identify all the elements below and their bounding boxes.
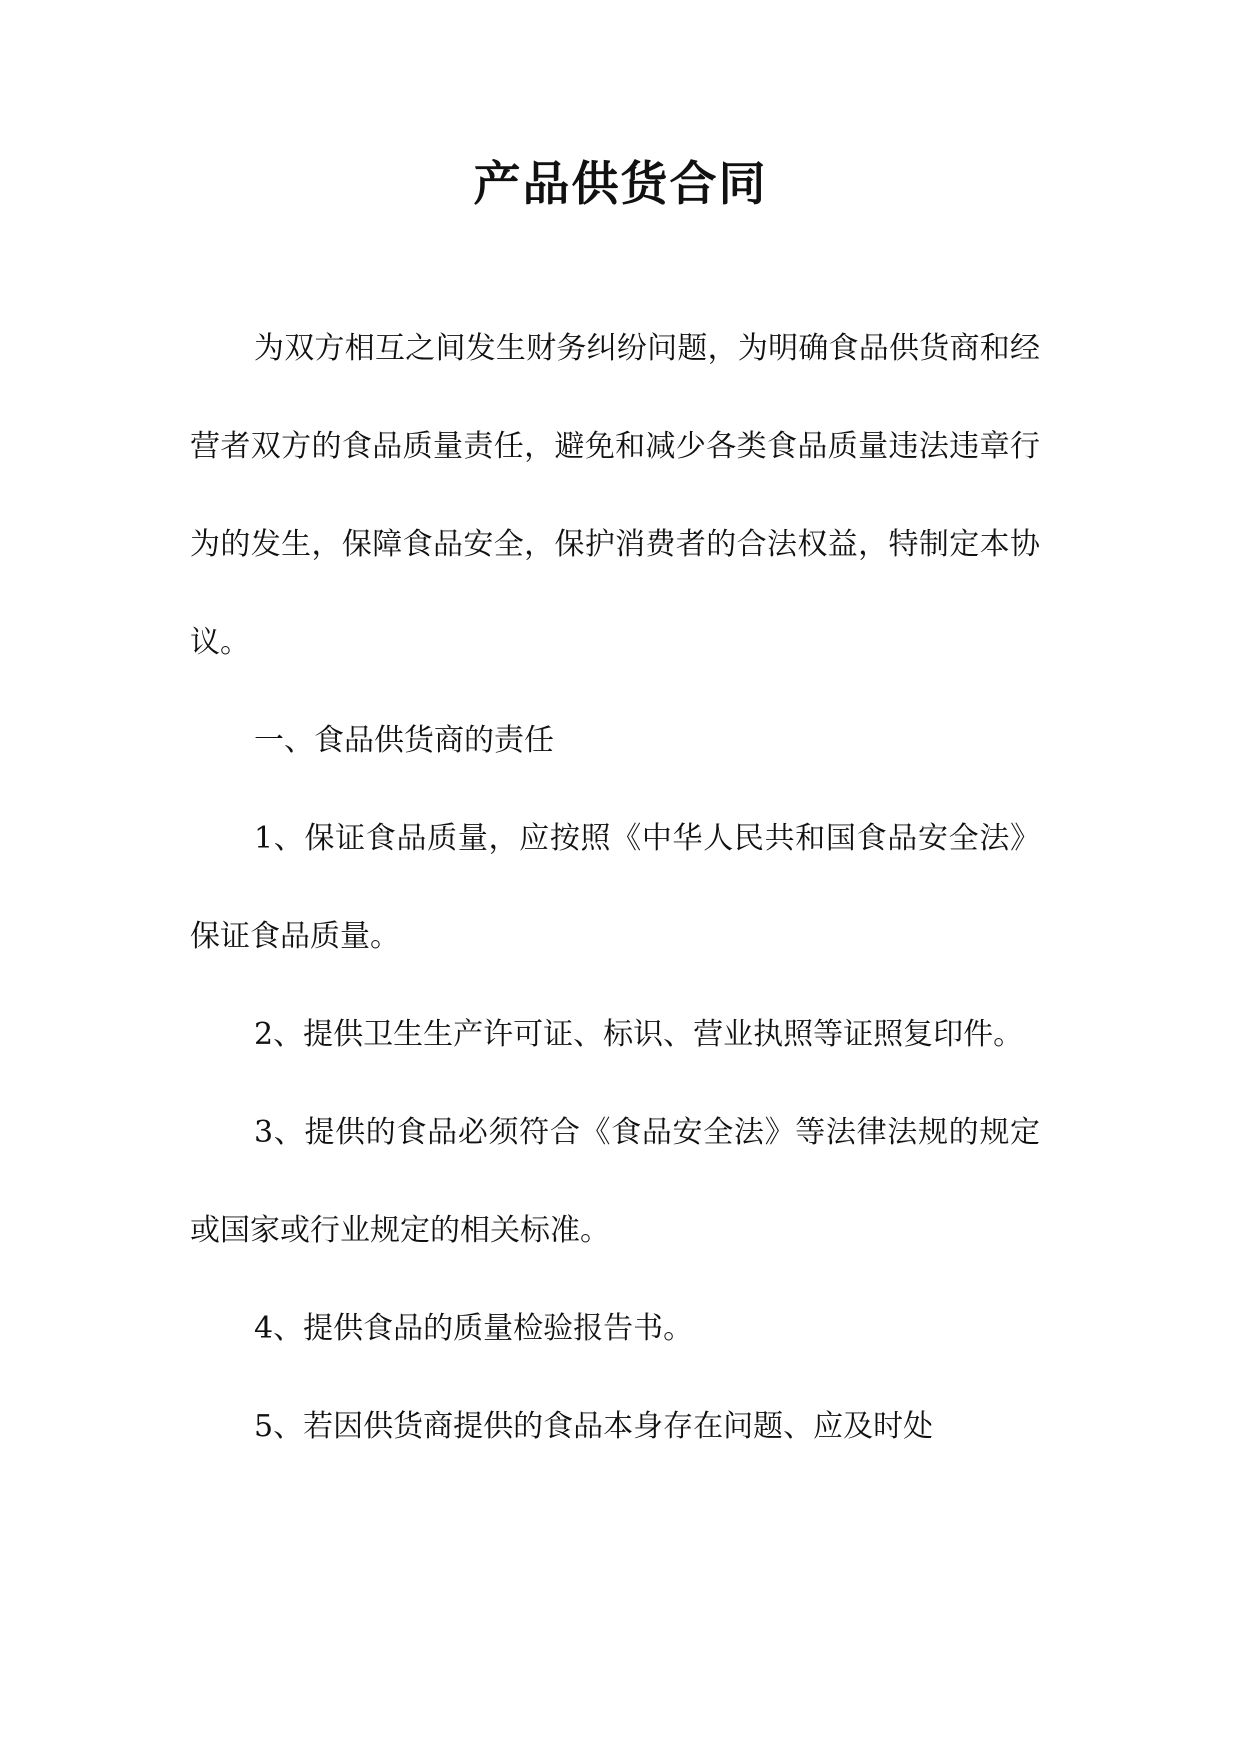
clause-4: 4、提供食品的质量检验报告书。 [254,1311,694,1346]
intro-paragraph: 为双方相互之间发生财务纠纷问题，为明确食品供货商和经营者双方的食品质量责任，避免和减少各类食品质量违法违章行为的发生，保障食品安全，保护消费者的合法权益，特制定本协议。 [190,331,1040,660]
clause-5: 5、若因供货商提供的食品本身存在问题、应及时处 [254,1409,934,1444]
document-body [190,300,1040,1476]
section-heading-supplier-responsibility: 一、食品供货商的责任 [254,723,554,758]
clause-3: 3、提供的食品必须符合《食品安全法》等法律法规的规定或国家或行业规定的相关标准。 [190,1115,1040,1248]
clause-2: 2、提供卫生生产许可证、标识、营业执照等证照复印件。 [254,1017,1024,1052]
clause-1: 1、保证食品质量，应按照《中华人民共和国食品安全法》保证食品质量。 [190,821,1040,954]
document-title: 产品供货合同 [473,157,768,212]
